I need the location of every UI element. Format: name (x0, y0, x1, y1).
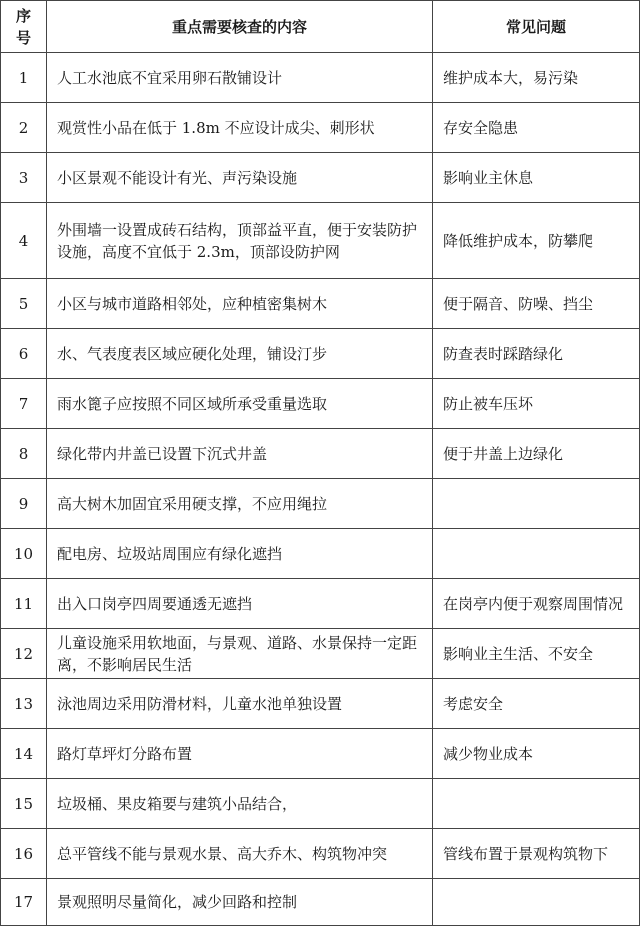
row-no: 8 (1, 429, 47, 479)
row-issue: 便于隔音、防噪、挡尘 (433, 279, 640, 329)
row-content: 观赏性小品在低于 1.8m 不应设计成尖、刺形状 (47, 103, 433, 153)
row-no: 5 (1, 279, 47, 329)
row-issue (433, 779, 640, 829)
table-row (1, 829, 640, 879)
row-no: 16 (1, 829, 47, 879)
row-content: 泳池周边采用防滑材料，儿童水池单独设置 (47, 679, 433, 729)
row-content: 水、气表度表区域应硬化处理，铺设汀步 (47, 329, 433, 379)
row-issue: 防止被车压坏 (433, 379, 640, 429)
row-issue: 在岗亭内便于观察周围情况 (433, 579, 640, 629)
row-content: 小区与城市道路相邻处，应种植密集树木 (47, 279, 433, 329)
row-issue (433, 879, 640, 926)
row-content: 路灯草坪灯分路布置 (47, 729, 433, 779)
table-row (1, 729, 640, 779)
row-no: 9 (1, 479, 47, 529)
table-row (1, 579, 640, 629)
row-content: 雨水篦子应按照不同区域所承受重量选取 (47, 379, 433, 429)
table-row (1, 879, 640, 926)
row-content: 小区景观不能设计有光、声污染设施 (47, 153, 433, 203)
row-content: 出入口岗亭四周要通透无遮挡 (47, 579, 433, 629)
row-content: 景观照明尽量简化，减少回路和控制 (47, 879, 433, 926)
header-issue: 常见问题 (433, 1, 640, 53)
table-row (1, 429, 640, 479)
row-no: 6 (1, 329, 47, 379)
table-row (1, 529, 640, 579)
table-row (1, 629, 640, 679)
row-no: 13 (1, 679, 47, 729)
row-issue: 防查表时踩踏绿化 (433, 329, 640, 379)
table-row (1, 203, 640, 279)
row-issue: 影响业主休息 (433, 153, 640, 203)
table-row (1, 779, 640, 829)
table-row (1, 479, 640, 529)
row-content: 垃圾桶、果皮箱要与建筑小品结合， (47, 779, 433, 829)
row-no: 3 (1, 153, 47, 203)
table-row (1, 379, 640, 429)
header-content: 重点需要核查的内容 (47, 1, 433, 53)
row-issue: 维护成本大，易污染 (433, 53, 640, 103)
table-row (1, 329, 640, 379)
row-no: 1 (1, 53, 47, 103)
row-no: 17 (1, 879, 47, 926)
row-content: 高大树木加固宜采用硬支撑，不应用绳拉 (47, 479, 433, 529)
row-no: 15 (1, 779, 47, 829)
row-content: 人工水池底不宜采用卵石散铺设计 (47, 53, 433, 103)
row-content: 配电房、垃圾站周围应有绿化遮挡 (47, 529, 433, 579)
row-content: 绿化带内井盖已设置下沉式井盖 (47, 429, 433, 479)
row-issue: 便于井盖上边绿化 (433, 429, 640, 479)
row-issue: 考虑安全 (433, 679, 640, 729)
row-issue: 管线布置于景观构筑物下 (433, 829, 640, 879)
row-content: 儿童设施采用软地面，与景观、道路、水景保持一定距离，不影响居民生活 (47, 629, 433, 679)
row-no: 14 (1, 729, 47, 779)
row-no: 7 (1, 379, 47, 429)
row-no: 2 (1, 103, 47, 153)
table-row (1, 679, 640, 729)
row-content: 总平管线不能与景观水景、高大乔木、构筑物冲突 (47, 829, 433, 879)
row-no: 10 (1, 529, 47, 579)
table-row (1, 103, 640, 153)
table-header-row (1, 1, 640, 53)
row-issue (433, 479, 640, 529)
row-issue (433, 529, 640, 579)
row-issue: 影响业主生活、不安全 (433, 629, 640, 679)
table-row (1, 53, 640, 103)
header-no: 序号 (1, 1, 47, 53)
table-row (1, 153, 640, 203)
row-no: 4 (1, 203, 47, 279)
row-issue: 存安全隐患 (433, 103, 640, 153)
row-issue: 降低维护成本，防攀爬 (433, 203, 640, 279)
row-no: 11 (1, 579, 47, 629)
table-row (1, 279, 640, 329)
row-issue: 减少物业成本 (433, 729, 640, 779)
row-no: 12 (1, 629, 47, 679)
row-content: 外围墙一设置成砖石结构，顶部益平直，便于安装防护设施，高度不宜低于 2.3m，顶部设防护网 (47, 203, 433, 279)
